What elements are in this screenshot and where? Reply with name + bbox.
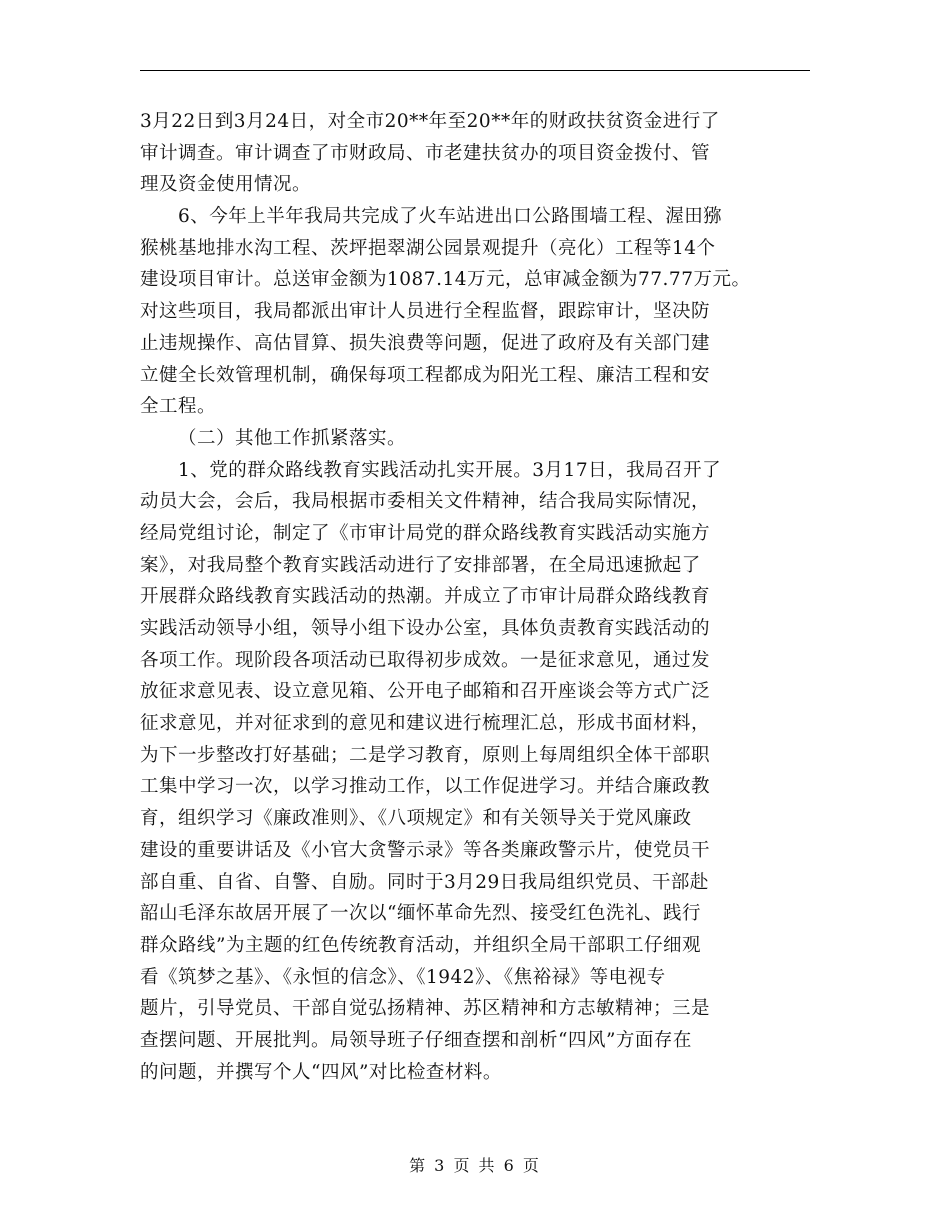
- text-line: 猴桃基地排水沟工程、茨坪挹翠湖公园景观提升（亮化）工程等14个: [140, 237, 716, 259]
- text-line: 案》，对我局整个教育实践活动进行了安排部署，在全局迅速掀起了: [140, 554, 701, 576]
- text-line: 止违规操作、高估冒算、损失浪费等问题，促进了政府及有关部门建: [140, 332, 711, 354]
- text-line: 理及资金使用情况。: [140, 174, 312, 196]
- text-line: 全工程。: [140, 396, 217, 418]
- text-line: 经局党组讨论，制定了《市审计局党的群众路线教育实践活动实施方: [140, 522, 711, 544]
- text-line: 查摆问题、开展批判。局领导班子仔细查摆和剖析“四风”方面存在: [140, 1029, 692, 1051]
- text-line: 题片，引导党员、干部自觉弘扬精神、苏区精神和方志敏精神；三是: [140, 998, 711, 1020]
- text-line: 各项工作。现阶段各项活动已取得初步成效。一是征求意见，通过发: [140, 649, 711, 671]
- text-line: 实践活动领导小组，领导小组下设办公室，具体负责教育实践活动的: [140, 618, 711, 639]
- body-text: [140, 106, 820, 1088]
- paragraph-first-line: 1、党的群众路线教育实践活动扎实开展。3月17日，我局召开了: [178, 459, 722, 481]
- text-line: 建设的重要讲话及《小官大贪警示录》等各类廉政警示片，使党员干: [140, 839, 711, 861]
- page-number-footer: 第 3 页 共 6 页: [409, 1156, 541, 1175]
- section-heading: （二）其他工作抓紧落实。: [178, 427, 407, 449]
- text-line: 为下一步整改打好基础；二是学习教育，原则上每周组织全体干部职: [140, 744, 711, 766]
- text-line: 工集中学习一次，以学习推动工作，以工作促进学习。并结合廉政教: [140, 776, 711, 798]
- text-line: 群众路线”为主题的红色传统教育活动，并组织全局干部职工仔细观: [140, 934, 701, 956]
- text-line: 3月22日到3月24日，对全市20**年至20**年的财政扶贫资金进行了: [140, 111, 720, 132]
- text-line: 放征求意见表、设立意见箱、公开电子邮箱和召开座谈会等方式广泛: [140, 681, 711, 703]
- text-line: 看《筑梦之基》、《永恒的信念》、《1942》、《焦裕禄》等电视专: [140, 966, 666, 988]
- text-line: 部自重、自省、自警、自励。同时于3月29日我局组织党员、干部赴: [140, 871, 709, 893]
- header-rule: [140, 70, 810, 71]
- text-line: 建设项目审计。总送审金额为1087.14万元，总审减金额为77.77万元。: [140, 269, 751, 291]
- paragraph-first-line: 6、今年上半年我局共完成了火车站进出口公路围墙工程、渥田猕: [178, 206, 723, 228]
- text-line: 对这些项目，我局都派出审计人员进行全程监督，跟踪审计，坚决防: [140, 301, 711, 323]
- text-line: 立健全长效管理机制，确保每项工程都成为阳光工程、廉洁工程和安: [140, 364, 711, 386]
- text-line: 韶山毛泽东故居开展了一次以“缅怀革命先烈、接受红色洗礼、践行: [140, 903, 701, 925]
- text-line: 开展群众路线教育实践活动的热潮。并成立了市审计局群众路线教育: [140, 586, 711, 608]
- text-line: 的问题，并撰写个人“四风”对比检查材料。: [140, 1061, 502, 1083]
- text-line: 审计调查。审计调查了市财政局、市老建扶贫办的项目资金拨付、管: [140, 142, 711, 164]
- text-line: 征求意见，并对征求到的意见和建议进行梳理汇总，形成书面材料，: [140, 713, 711, 735]
- text-line: 育，组织学习《廉政准则》、《八项规定》和有关领导关于党风廉政: [140, 808, 692, 830]
- text-line: 动员大会，会后，我局根据市委相关文件精神，结合我局实际情况，: [140, 491, 711, 513]
